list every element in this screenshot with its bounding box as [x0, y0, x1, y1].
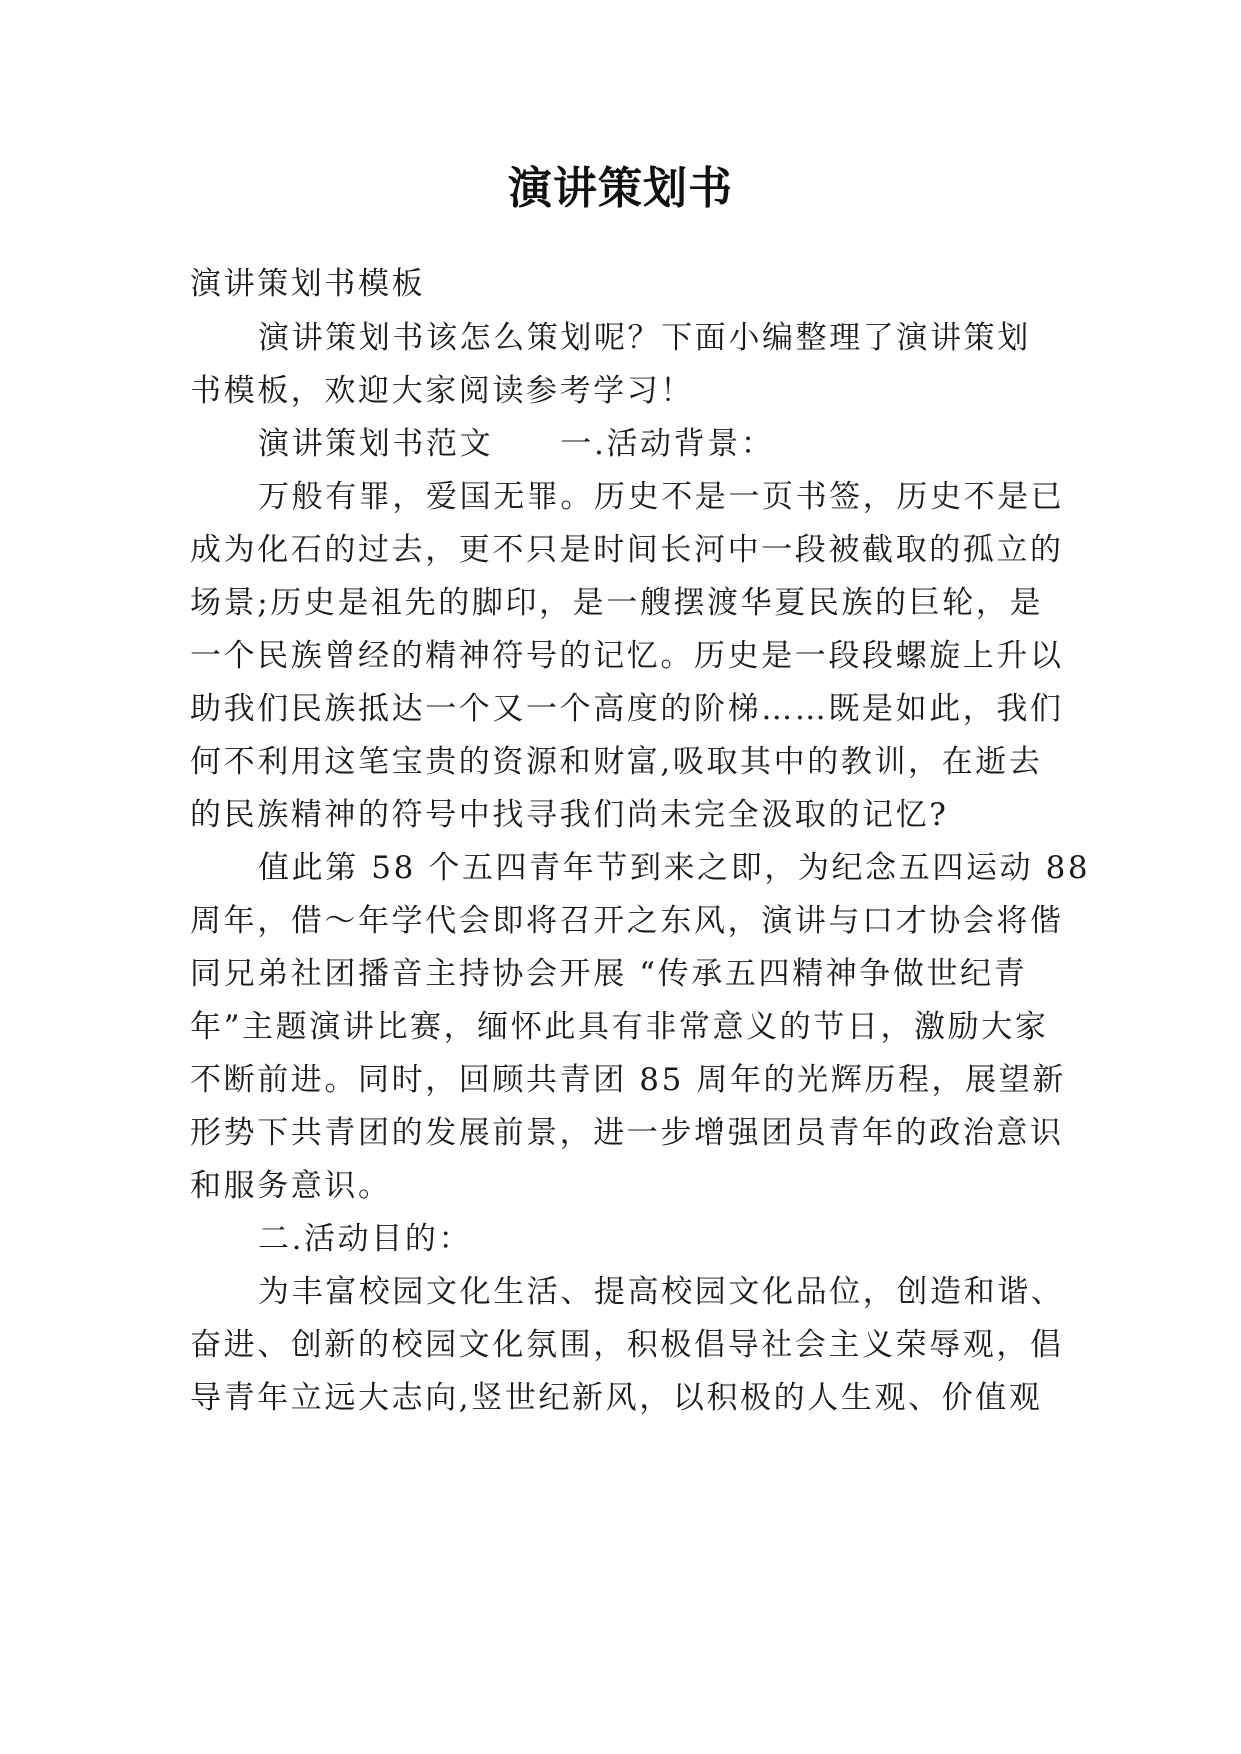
document-title: 演讲策划书 — [508, 163, 733, 214]
paragraph-line: 为丰富校园文化生活、提高校园文化品位，创造和谐、 — [258, 1274, 1065, 1310]
intro-line-1: 演讲策划书该怎么策划呢？下面小编整理了演讲策划 — [258, 320, 1031, 356]
section-heading-background: 演讲策划书范文 一.活动背景： — [258, 426, 775, 462]
section-heading-purpose: 二.活动目的： — [258, 1221, 473, 1257]
paragraph-line: 周年，借～年学代会即将召开之东风，演讲与口才协会将偕 — [190, 903, 1064, 939]
paragraph-line: 和服务意识。 — [190, 1168, 392, 1204]
paragraph-line: 形势下共青团的发展前景，进一步增强团员青年的政治意识 — [190, 1115, 1064, 1151]
paragraph-line: 年”主题演讲比赛，缅怀此具有非常意义的节日，激励大家 — [190, 1009, 1049, 1045]
paragraph-line: 不断前进。同时，回顾共青团 85 周年的光辉历程，展望新 — [190, 1062, 1066, 1098]
paragraph-line: 导青年立远大志向,竖世纪新风，以积极的人生观、价值观 — [190, 1380, 1043, 1416]
paragraph-line: 万般有罪，爱国无罪。历史不是一页书签，历史不是已 — [258, 479, 1065, 515]
paragraph-line: 的民族精神的符号中找寻我们尚未完全汲取的记忆? — [190, 797, 949, 833]
paragraph-line: 奋进、创新的校园文化氛围，积极倡导社会主义荣辱观，倡 — [190, 1327, 1064, 1363]
paragraph-line: 场景;历史是祖先的脚印，是一艘摆渡华夏民族的巨轮，是 — [190, 585, 1044, 621]
intro-line-2: 书模板，欢迎大家阅读参考学习！ — [190, 373, 694, 409]
paragraph-line: 成为化石的过去，更不只是时间长河中一段被截取的孤立的 — [190, 532, 1064, 568]
paragraph-line: 助我们民族抵达一个又一个高度的阶梯……既是如此，我们 — [190, 691, 1064, 727]
subtitle-line: 演讲策划书模板 — [190, 266, 426, 302]
paragraph-line: 何不利用这笔宝贵的资源和财富,吸取其中的教训，在逝去 — [190, 744, 1043, 780]
paragraph-line: 值此第 58 个五四青年节到来之即，为纪念五四运动 88 — [258, 850, 1091, 886]
paragraph-line: 同兄弟社团播音主持协会开展 “传承五四精神争做世纪青 — [190, 956, 1028, 992]
paragraph-line: 一个民族曾经的精神符号的记忆。历史是一段段螺旋上升以 — [190, 638, 1064, 674]
